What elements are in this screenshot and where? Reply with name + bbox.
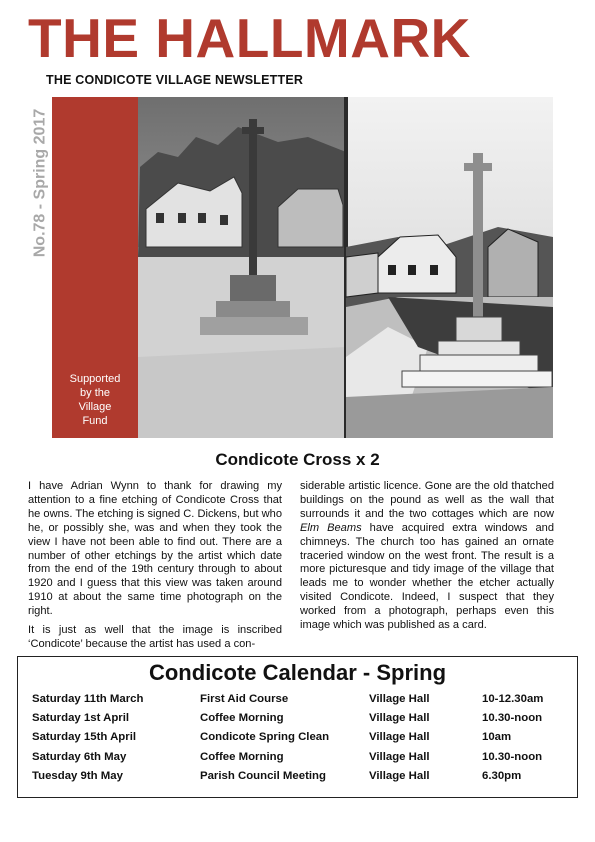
article-column-left (28, 480, 282, 657)
event-place: Village Hall (369, 712, 430, 725)
calendar-title: Condicote Calendar - Spring (148, 660, 447, 685)
event-date: Saturday 6th May (32, 750, 127, 763)
event-date: Saturday 1st April (32, 712, 130, 725)
event-date: Tuesday 9th May (32, 769, 123, 782)
article-text-before: siderable artistic licence. Gone are the old thatched buildings on the pound as well as the wall that surrounds it and the two cottages which are now (300, 480, 554, 520)
etching-cross-base (230, 275, 276, 301)
event-name: Condicote Spring Clean (200, 731, 330, 744)
etching-and-photo-picture (138, 97, 553, 438)
event-time: 10.30-noon (482, 750, 543, 763)
event-place: Village Hall (369, 731, 430, 744)
event-name: Coffee Morning (200, 750, 284, 763)
article-text-after: have acquired extra windows and chimneys. The church too has gained an ornate traceried window on the west front. The result is a more picturesque and tidy image of the village that leads me to wonder whether the etcher actually visited Condicote. Indeed, I suspect that they worked from a photograph, perhaps even this image which was published as a card. (300, 521, 554, 632)
event-name: Coffee Morning (200, 712, 284, 725)
article-house-name: Elm Beams (300, 521, 362, 534)
newsletter-subtitle: THE CONDICOTE VILLAGE NEWSLETTER (46, 73, 304, 87)
article-paragraph: I have Adrian Wynn to thank for drawing my attention to a fine etching of Condicote Cross that he owns. The etching is signed C. Dickens, but who he, or possibly she, was and when they took the view I have not been able to find out. There are a number of other etchings by the artist which date from the end of the 19th century through to about 1920 and I guess that this view was taken around 1910 at about the same time photograph on the right. (28, 480, 282, 618)
article-column-right (300, 480, 554, 638)
article-title: Condicote Cross x 2 (215, 450, 380, 469)
newsletter-masthead: THE HALLMARK (28, 7, 471, 69)
support-note: Supported by the Village Fund (69, 373, 121, 427)
issue-label (29, 98, 51, 268)
issue-text: No.78 - Spring 2017 (31, 108, 48, 258)
event-time: 6.30pm (482, 769, 522, 782)
event-time: 10.30-noon (482, 712, 543, 725)
article-paragraph-continued (300, 480, 554, 633)
event-time: 10-12.30am (482, 693, 544, 705)
event-name: Parish Council Meeting (200, 769, 326, 782)
article-paragraph: It is just as well that the image is inscribed ‘Condicote’ because the artist has used a con- (28, 624, 282, 650)
event-date: Saturday 15th April (32, 731, 137, 744)
photo-cross-base (456, 317, 502, 341)
cross-images (138, 97, 553, 438)
photo-cross-shaft (473, 153, 483, 323)
event-time: 10am (482, 731, 512, 744)
events-calendar (17, 656, 578, 798)
event-place: Village Hall (369, 693, 430, 705)
etching-church (278, 189, 343, 247)
event-place: Village Hall (369, 750, 430, 763)
event-place: Village Hall (369, 769, 430, 782)
etching-cross-shaft (249, 119, 257, 279)
event-date: Saturday 11th March (32, 693, 144, 705)
event-name: First Aid Course (200, 693, 289, 705)
